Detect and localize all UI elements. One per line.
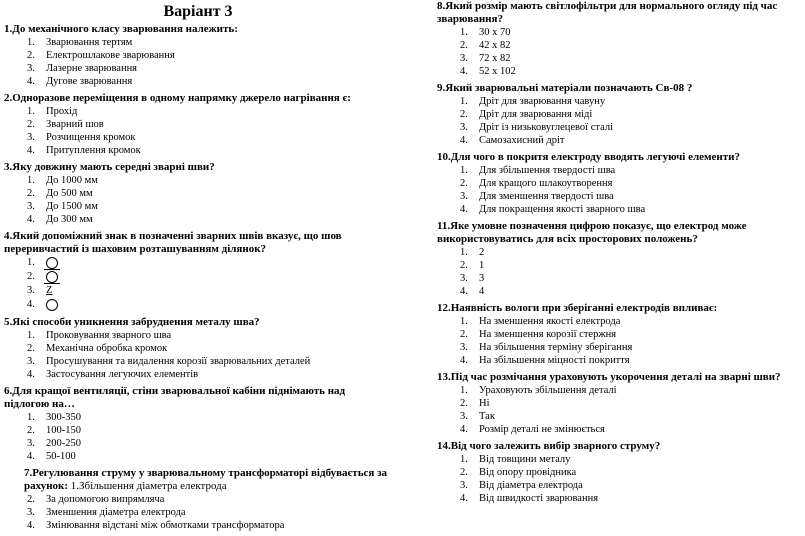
option-number: 3. — [27, 438, 35, 449]
right-questions — [437, 0, 803, 509]
option-number: 2. — [460, 467, 468, 478]
option-text: 50-100 — [46, 451, 76, 462]
question-label: 11.Яке умовне позначення цифрою показує, що електрод може використовуватись для всіх просторових положень? — [437, 220, 747, 245]
answer-option — [437, 121, 803, 134]
answer-list — [437, 26, 803, 78]
option-number: 4. — [460, 424, 468, 435]
question-text — [4, 92, 392, 105]
answer-list — [4, 174, 392, 226]
answer-option — [4, 105, 392, 118]
option-text: Самозахисний дріт — [479, 135, 565, 146]
question-label: 5.Які способи уникнення забруднення металу шва? — [4, 316, 260, 328]
question-block — [4, 161, 392, 230]
answer-option — [437, 52, 803, 65]
option-text: Застосування легуючих елементів — [46, 369, 199, 380]
option-number: 4. — [27, 145, 35, 156]
answer-option — [4, 519, 392, 532]
underlined-circle-symbol-icon — [46, 271, 58, 283]
option-number: 4. — [27, 214, 35, 225]
option-number: 2. — [460, 329, 468, 340]
answer-option — [437, 177, 803, 190]
question-text — [4, 230, 392, 256]
option-number: 3. — [27, 356, 35, 367]
option-text: Для зменшення твердості шва — [479, 191, 614, 202]
option-text: Ураховують збільшення деталі — [479, 385, 617, 396]
option-number: 2. — [27, 50, 35, 61]
option-text: Притуплення кромок — [46, 145, 141, 156]
question-block — [4, 467, 392, 536]
option-text: Від швидкості зварювання — [479, 493, 599, 504]
answer-option — [437, 328, 803, 341]
answer-list — [437, 453, 803, 505]
option-number: 3. — [460, 411, 468, 422]
option-text: 2 — [479, 247, 485, 258]
answer-option — [4, 118, 392, 131]
answer-option — [437, 190, 803, 203]
question-label: 1.До механічного класу зварювання належить: — [4, 23, 238, 35]
answer-option — [437, 354, 803, 367]
answer-option — [4, 506, 392, 519]
answer-list — [4, 36, 392, 88]
option-text: Механічна обробка кромок — [46, 343, 168, 354]
option-text: Від діаметра електрода — [479, 480, 583, 491]
answer-option — [437, 272, 803, 285]
question-label: 12.Наявність вологи при зберіганні електродів впливає: — [437, 302, 718, 314]
answer-option — [4, 450, 392, 463]
question-block — [4, 23, 392, 92]
option-number: 2. — [27, 188, 35, 199]
option-number: 4. — [27, 299, 35, 310]
answer-option — [4, 270, 392, 284]
answer-option — [4, 329, 392, 342]
option-text: До 300 мм — [46, 214, 93, 225]
option-number: 1. — [27, 175, 35, 186]
answer-list — [437, 164, 803, 216]
option-text: Електрошлакове зварювання — [46, 50, 175, 61]
answer-option — [4, 62, 392, 75]
answer-option — [437, 341, 803, 354]
answer-list — [437, 246, 803, 298]
answer-option — [4, 298, 392, 312]
option-number: 1. — [460, 316, 468, 327]
answer-option — [4, 174, 392, 187]
option-number: 3. — [27, 507, 35, 518]
left-questions — [4, 23, 392, 536]
answer-option — [437, 164, 803, 177]
option-number: 3. — [460, 122, 468, 133]
answer-option — [437, 246, 803, 259]
answer-option — [4, 213, 392, 226]
question-text — [437, 0, 803, 26]
option-number: 2. — [27, 271, 35, 282]
option-number: 3. — [460, 480, 468, 491]
question-label: 3.Яку довжину мають середні зварні шви? — [4, 161, 215, 173]
circle-symbol-icon — [46, 299, 58, 311]
option-text: Дріт із низьковуглецевої сталі — [479, 122, 613, 133]
option-text: Дугове зварювання — [46, 76, 133, 87]
question-label: 13.Під час розмічання ураховують укорочення деталі на зварні шви? — [437, 371, 781, 383]
answer-option — [4, 256, 392, 270]
option-number: 3. — [460, 53, 468, 64]
option-number: 2. — [460, 40, 468, 51]
option-number: 1. — [27, 106, 35, 117]
question-label: 9.Який зварювальні матеріали позначають Св-08 ? — [437, 82, 693, 94]
option-text: Прохід — [46, 106, 78, 117]
question-label: 8.Який розмір мають світлофільтри для нормального огляду під час зварювання? — [437, 0, 778, 25]
option-number: 1. — [27, 37, 35, 48]
answer-option — [4, 411, 392, 424]
answer-option — [4, 75, 392, 88]
answer-option — [4, 368, 392, 381]
question-block — [4, 385, 392, 467]
answer-option — [437, 203, 803, 216]
question-block — [4, 92, 392, 161]
option-number: 2. — [27, 425, 35, 436]
answer-option — [437, 397, 803, 410]
option-number: 1. — [27, 412, 35, 423]
option-text: Просушування та видалення корозії зварювальних деталей — [46, 356, 311, 367]
answer-option — [4, 355, 392, 368]
option-number: 4. — [27, 369, 35, 380]
option-text: На збільшення міцності покриття — [479, 355, 630, 366]
question-block — [4, 316, 392, 385]
option-number: 4. — [27, 451, 35, 462]
option-number: 2. — [27, 494, 35, 505]
option-number: 1. — [460, 96, 468, 107]
answer-list — [4, 493, 392, 532]
option-text: Дріт для зварювання міді — [479, 109, 593, 120]
option-text: Для збільшення твердості шва — [479, 165, 616, 176]
question-label: 2.Одноразове переміщення в одному напрямку джерело нагрівання є: — [4, 92, 351, 104]
option-number: 4. — [460, 66, 468, 77]
question-text — [437, 220, 803, 246]
option-text: 52 х 102 — [479, 66, 516, 77]
answer-option — [437, 384, 803, 397]
answer-option — [4, 49, 392, 62]
answer-list — [4, 105, 392, 157]
answer-list — [4, 411, 392, 463]
answer-list — [437, 95, 803, 147]
option-text: Для покращення якості зварного шва — [479, 204, 646, 215]
option-text: Так — [479, 411, 495, 422]
option-number: 4. — [460, 204, 468, 215]
answer-option — [437, 134, 803, 147]
answer-option — [4, 131, 392, 144]
answer-option — [437, 479, 803, 492]
option-text: На зменшення якості електрода — [479, 316, 621, 327]
option-number: 4. — [460, 355, 468, 366]
question-block — [437, 0, 803, 82]
option-text: На зменшення корозії стержня — [479, 329, 617, 340]
answer-option — [437, 26, 803, 39]
question-label: 4.Який допоміжний знак в позначенні зварних швів вказує, що шов переривчастий із шаховим розташуванням ділянок? — [4, 230, 342, 255]
option-number: 3. — [460, 342, 468, 353]
answer-option — [437, 423, 803, 436]
option-text: 30 х 70 — [479, 27, 511, 38]
question-label: 7.Регулювання струму у зварювальному трансформаторі відбувається за рахунок: — [24, 467, 388, 492]
option-text: Розчищення кромок — [46, 132, 136, 143]
option-number: 4. — [27, 76, 35, 87]
question-block — [437, 440, 803, 509]
answer-list — [437, 384, 803, 436]
option-number: 1. — [460, 247, 468, 258]
answer-list — [4, 256, 392, 312]
option-number: 1. — [460, 454, 468, 465]
option-text: На збільшення терміну зберігання — [479, 342, 633, 353]
option-number: 3. — [460, 191, 468, 202]
underlined-circle-symbol-icon — [46, 257, 58, 269]
question-text — [4, 316, 392, 329]
question-text — [4, 467, 392, 493]
option-text: 72 х 82 — [479, 53, 511, 64]
option-text: 100-150 — [46, 425, 81, 436]
option-text: 300-350 — [46, 412, 81, 423]
option-number: 1. — [460, 165, 468, 176]
option-text: Від товщини металу — [479, 454, 571, 465]
option-text: Змінювання відстані між обмотками трансформатора — [46, 520, 285, 531]
option-text: Дріт для зварювання чавуну — [479, 96, 606, 107]
option-number: 3. — [27, 63, 35, 74]
option-number: 2. — [460, 109, 468, 120]
answer-option — [4, 284, 392, 298]
option-number: 4. — [27, 520, 35, 531]
answer-option — [437, 466, 803, 479]
question-label: 10.Для чого в покритя електроду вводять легуючі елементи? — [437, 151, 740, 163]
option-number: 2. — [27, 119, 35, 130]
option-text: Зменшення діаметра електрода — [46, 507, 186, 518]
answer-option — [437, 285, 803, 298]
answer-option — [4, 144, 392, 157]
option-number: 4. — [460, 286, 468, 297]
option-number: 1. — [460, 385, 468, 396]
option-text: Проковування зварного шва — [46, 330, 172, 341]
answer-option — [437, 410, 803, 423]
answer-option — [4, 187, 392, 200]
question-label: 14.Від чого залежить вибір зварного струму? — [437, 440, 661, 452]
question-text — [437, 440, 803, 453]
answer-option — [437, 39, 803, 52]
z-symbol: Z — [46, 285, 53, 296]
option-number: 4. — [460, 135, 468, 146]
question-label: 6.Для кращої вентиляції, стіни зварювальної кабіни піднімають над підлогою на… — [4, 385, 346, 410]
question-text — [4, 161, 392, 174]
question-block — [437, 302, 803, 371]
option-number: 3. — [460, 273, 468, 284]
answer-list — [4, 329, 392, 381]
answer-option — [4, 493, 392, 506]
answer-option — [4, 36, 392, 49]
question-text — [4, 23, 392, 36]
question-text — [4, 385, 392, 411]
option-text: До 1000 мм — [46, 175, 98, 186]
option-text: До 1500 мм — [46, 201, 98, 212]
option-text: 1 — [479, 260, 485, 271]
question-block — [437, 151, 803, 220]
question-text — [437, 151, 803, 164]
answer-option — [437, 65, 803, 78]
option-number: 3. — [27, 132, 35, 143]
answer-option — [437, 259, 803, 272]
option-text: 42 х 82 — [479, 40, 511, 51]
option-text: До 500 мм — [46, 188, 93, 199]
answer-option — [4, 342, 392, 355]
answer-option — [437, 95, 803, 108]
question-tail: 1.Збільшення діаметра електрода — [68, 480, 227, 492]
question-text — [437, 371, 803, 384]
right-column — [437, 0, 803, 509]
answer-option — [437, 492, 803, 505]
answer-list — [437, 315, 803, 367]
question-text — [437, 82, 803, 95]
option-text: 200-250 — [46, 438, 81, 449]
option-text: Лазерне зварювання — [46, 63, 138, 74]
left-column — [4, 0, 392, 536]
option-number: 2. — [27, 343, 35, 354]
option-number: 1. — [27, 257, 35, 268]
question-text — [437, 302, 803, 315]
answer-option — [4, 200, 392, 213]
option-number: 1. — [27, 330, 35, 341]
answer-option — [4, 437, 392, 450]
question-block — [437, 220, 803, 302]
option-text: 3 — [479, 273, 485, 284]
answer-option — [437, 453, 803, 466]
option-number: 4. — [460, 493, 468, 504]
option-text: Ні — [479, 398, 490, 409]
option-number: 2. — [460, 178, 468, 189]
option-text: Для кращого шлакоутворення — [479, 178, 613, 189]
option-number: 2. — [460, 398, 468, 409]
answer-option — [437, 315, 803, 328]
option-text: За допомогою випрямляча — [46, 494, 165, 505]
option-text: 4 — [479, 286, 485, 297]
option-text: Зварювання тертям — [46, 37, 133, 48]
page-title: Варіант 3 — [163, 3, 233, 20]
option-number: 2. — [460, 260, 468, 271]
question-block — [4, 230, 392, 316]
option-number: 1. — [460, 27, 468, 38]
question-block — [437, 371, 803, 440]
option-number: 3. — [27, 285, 35, 296]
option-text: Від опору провідника — [479, 467, 577, 478]
question-block — [437, 82, 803, 151]
answer-option — [437, 108, 803, 121]
option-text: Зварний шов — [46, 119, 104, 130]
answer-option — [4, 424, 392, 437]
option-number: 3. — [27, 201, 35, 212]
option-text: Розмір деталі не змінюється — [479, 424, 605, 435]
